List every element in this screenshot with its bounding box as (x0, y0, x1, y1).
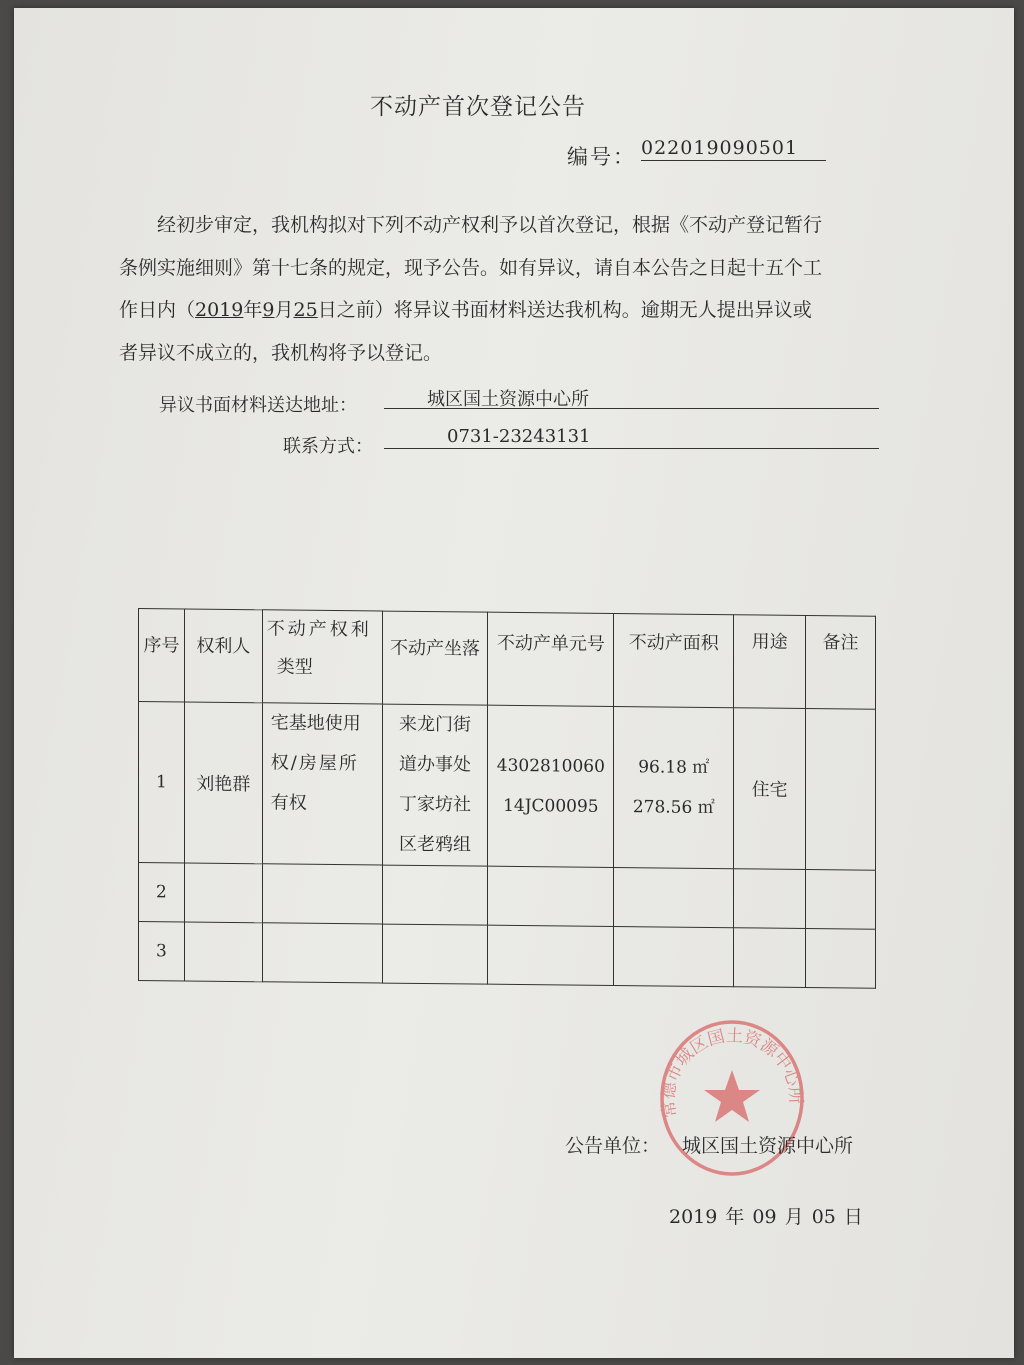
location-line: 道办事处 (398, 753, 471, 776)
location-line: 区老鸦组 (398, 833, 471, 856)
unit-number-line: 4302810060 (496, 755, 605, 777)
serial-label: 编号： (567, 145, 636, 169)
empty-cell (614, 867, 734, 927)
area-line: 96.18 ㎡ (638, 757, 710, 778)
empty-cell (806, 869, 876, 929)
body-text: 日之前）将异议书面材料送达我机构。逾期无人提出异议或 (317, 299, 812, 321)
header-area: 不动产面积 (614, 613, 734, 707)
notice-date: 2019 年 09 月 05 日 (669, 1206, 863, 1228)
body-text: 作日内（ (119, 299, 196, 321)
property-use: 住宅 (734, 708, 806, 870)
header-holder: 权利人 (184, 609, 262, 703)
body-line-1: 经初步审定，我机构拟对下列不动产权利予以首次登记，根据《不动产登记暂行 (157, 214, 823, 236)
right-type-line: 有权 (270, 792, 307, 814)
serial-number: 022019090501 (641, 137, 826, 161)
page-title: 不动产首次登记公告 (370, 94, 586, 120)
notice-body (119, 204, 889, 374)
location-line: 丁家坊社 (398, 793, 471, 816)
empty-cell (382, 865, 488, 925)
contact-label: 联系方式： (283, 436, 373, 457)
table-header-row (139, 609, 876, 710)
location-line: 来龙门街 (398, 713, 471, 736)
empty-cell (184, 863, 262, 923)
body-line-2: 条例实施细则》第十七条的规定，现予公告。如有异议，请自本公告之日起十五个工 (119, 256, 823, 279)
deadline-day: 25 (293, 299, 318, 321)
objection-address-value: 城区国土资源中心所 (427, 389, 589, 410)
empty-cell (262, 923, 382, 983)
header-use: 用途 (734, 615, 806, 709)
table-row (139, 863, 876, 930)
body-text: 月 (274, 299, 294, 321)
header-unit-no: 不动产单元号 (488, 612, 614, 706)
seal-text-path: 常德市城区国土资源中心所 (658, 1026, 806, 1120)
publisher-name: 城区国土资源中心所 (682, 1135, 854, 1157)
empty-cell (488, 925, 614, 985)
empty-cell (488, 866, 614, 926)
row-seq: 2 (139, 863, 185, 922)
empty-cell (184, 922, 262, 982)
notice-paper (14, 8, 1014, 1358)
property-area (614, 706, 734, 868)
header-type-line: 类型 (276, 656, 313, 678)
empty-cell (734, 869, 806, 929)
star-icon (704, 1070, 760, 1122)
right-holder: 刘艳群 (184, 702, 262, 864)
right-type (262, 703, 382, 865)
empty-cell (382, 924, 488, 984)
right-type-line: 权/房屋所 (270, 752, 359, 775)
row-seq: 1 (139, 702, 185, 863)
registration-table (138, 608, 876, 989)
row-seq: 3 (139, 922, 185, 981)
right-type-line: 宅基地使用 (270, 712, 361, 735)
header-location: 不动产坐落 (382, 611, 488, 705)
empty-cell (614, 926, 734, 986)
publisher-label: 公告单位： (565, 1135, 661, 1157)
deadline-month: 9 (262, 299, 275, 321)
unit-number-line: 14JC00095 (503, 795, 599, 817)
table-row (139, 922, 876, 989)
empty-cell (806, 928, 876, 988)
body-text: 年 (243, 299, 263, 321)
header-right-type (262, 610, 382, 704)
remark (806, 708, 876, 870)
header-remark: 备注 (806, 615, 876, 709)
header-type-line: 不动产权利 (266, 618, 372, 641)
empty-cell (262, 864, 382, 924)
contact-value: 0731-23243131 (447, 426, 591, 447)
table-row (139, 702, 876, 871)
unit-number (488, 705, 614, 867)
deadline-year: 2019 (195, 299, 244, 321)
property-location (382, 704, 488, 866)
header-seq: 序号 (139, 609, 185, 702)
body-line-3 (119, 289, 889, 332)
empty-cell (734, 928, 806, 988)
area-line: 278.56 ㎡ (632, 797, 715, 819)
body-line-4: 者异议不成立的，我机构将予以登记。 (119, 341, 443, 364)
objection-address-label: 异议书面材料送达地址： (159, 395, 357, 416)
